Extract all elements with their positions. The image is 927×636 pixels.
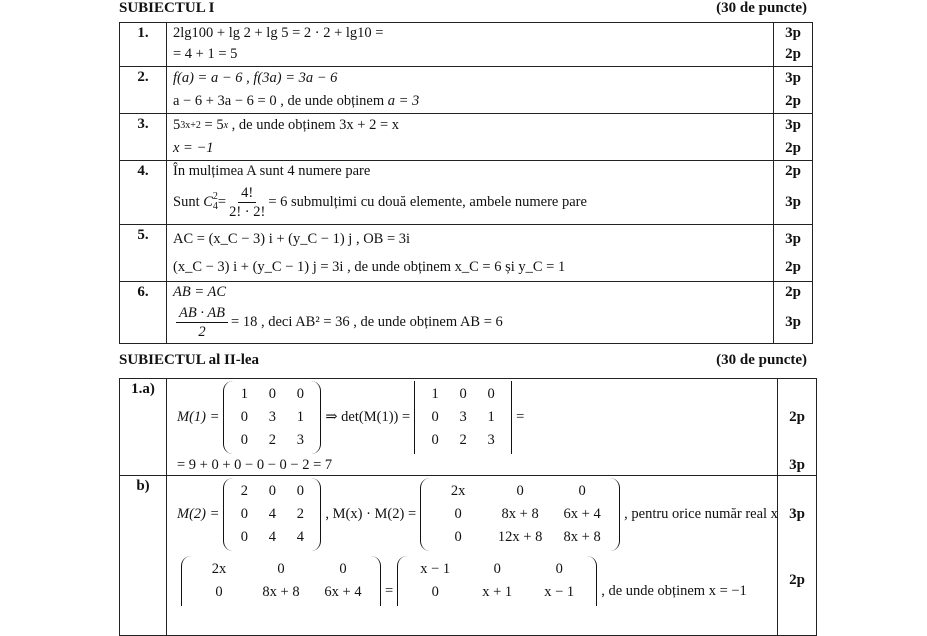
solution-line: = 4 + 1 = 5 bbox=[173, 46, 238, 62]
table-row bbox=[120, 114, 813, 161]
solution-line bbox=[173, 302, 773, 342]
denominator: 2! · 2! bbox=[229, 203, 266, 220]
formula: = bbox=[516, 408, 525, 425]
solution-line: 2x 0 0 0 8x + 8 6x + 4 = x − 1 0 0 0 x + 1 x − 1 , de unde obținem x = −1 bbox=[177, 552, 777, 626]
points-badge: 3p bbox=[785, 117, 801, 133]
points-badge: 2p bbox=[785, 140, 801, 156]
solution-line: = 9 + 0 + 0 − 0 − 0 − 2 = 7 bbox=[177, 456, 333, 473]
points-badge: 3p bbox=[785, 230, 801, 247]
matrix: 2x 0 0 0 8x + 8 6x + 4 bbox=[181, 556, 381, 606]
points-badge: 2p bbox=[785, 283, 801, 300]
formula: = 18 , deci AB² = 36 , de unde obținem AB = 6 bbox=[231, 313, 503, 330]
section-1-header bbox=[119, 0, 807, 20]
formula: M(1) = bbox=[177, 408, 220, 425]
points-badge: 3p bbox=[785, 70, 801, 86]
matrix: 2 0 0 0 4 2 0 4 4 bbox=[223, 478, 321, 551]
solution-line: (x_C − 3) i + (y_C − 1) j = 3i , de unde obținem x_C = 6 și y_C = 1 bbox=[173, 258, 566, 275]
solution-line bbox=[177, 379, 777, 455]
points-badge: 2p bbox=[789, 408, 805, 425]
solution-line: 2lg100 + lg 2 + lg 5 = 2 · 2 + lg10 = bbox=[173, 25, 384, 41]
solution-line bbox=[173, 67, 773, 90]
formula: a − 6 + 3a − 6 = 0 , de unde obținem bbox=[173, 93, 385, 109]
formula: , de unde obținem x = −1 bbox=[601, 582, 747, 599]
solution-line bbox=[173, 137, 773, 160]
combination-symbol: C bbox=[203, 193, 213, 210]
fraction bbox=[176, 304, 228, 341]
determinant: 1 0 0 0 3 1 0 2 3 bbox=[414, 381, 512, 454]
formula: ⇒ det(M(1)) = bbox=[325, 408, 411, 425]
exponent: x bbox=[223, 120, 229, 131]
item-number: b) bbox=[120, 476, 167, 636]
matrix: 1 0 0 0 3 1 0 2 3 bbox=[223, 381, 321, 454]
points-badge: 2p bbox=[789, 571, 805, 588]
points-badge: 3p bbox=[785, 193, 801, 210]
solution-line bbox=[173, 181, 773, 223]
formula: , M(x) · M(2) = bbox=[325, 505, 417, 522]
exponent: 3x+2 bbox=[180, 120, 201, 131]
formula: , de unde obținem 3x + 2 = x bbox=[231, 117, 400, 133]
formula: 5 bbox=[173, 117, 181, 133]
table-row bbox=[120, 225, 813, 282]
numerator: 4! bbox=[238, 184, 256, 203]
item-number: 4. bbox=[120, 161, 167, 225]
item-number: 3. bbox=[120, 114, 167, 161]
section-2-header bbox=[119, 352, 807, 372]
table-row bbox=[120, 282, 813, 344]
solution-line bbox=[173, 114, 773, 137]
section-2-title: SUBIECTUL al II-lea bbox=[119, 352, 260, 368]
points-badge: 2p bbox=[785, 258, 801, 275]
section-2-points: (30 de puncte) bbox=[716, 352, 807, 368]
formula: = 5 bbox=[204, 117, 224, 133]
matrix: x − 1 0 0 0 x + 1 x − 1 bbox=[397, 556, 597, 606]
table-row bbox=[120, 476, 817, 636]
sub: 4 bbox=[212, 201, 218, 212]
solution-line: În mulțimea A sunt 4 numere pare bbox=[173, 162, 371, 179]
section-1-title: SUBIECTUL I bbox=[119, 0, 215, 16]
item-number: 5. bbox=[120, 225, 167, 282]
section-2-table bbox=[119, 378, 817, 636]
formula: = bbox=[217, 193, 227, 210]
denominator: 2 bbox=[198, 323, 206, 340]
item-number: 6. bbox=[120, 282, 167, 344]
item-number: 1.a) bbox=[120, 379, 167, 476]
table-row bbox=[120, 67, 813, 114]
formula: = 6 submulțimi cu două elemente, ambele numere pare bbox=[268, 193, 587, 210]
matrix: 2x 0 0 0 8x + 8 6x + 4 0 12x + 8 8x + 8 bbox=[420, 478, 620, 551]
table-row bbox=[120, 379, 817, 476]
points-badge: 3p bbox=[785, 25, 801, 41]
item-number: 1. bbox=[120, 23, 167, 67]
table-row bbox=[120, 161, 813, 225]
formula: M(2) = bbox=[177, 505, 220, 522]
solution-line: AC = (x_C − 3) i + (y_C − 1) j , OB = 3i bbox=[173, 230, 411, 247]
fraction bbox=[229, 184, 265, 221]
formula: f(3a) = 3a − 6 bbox=[253, 70, 338, 86]
points-badge: 3p bbox=[789, 456, 805, 473]
points-badge: 2p bbox=[785, 46, 801, 62]
formula: Sunt bbox=[173, 193, 200, 210]
solution-line bbox=[177, 476, 777, 552]
item-number: 2. bbox=[120, 67, 167, 114]
section-1-table bbox=[119, 22, 813, 344]
solution-line bbox=[173, 282, 773, 302]
table-row bbox=[120, 23, 813, 67]
points-badge: 3p bbox=[789, 505, 805, 522]
numerator: AB · AB bbox=[176, 304, 228, 323]
formula: , pentru orice număr real x bbox=[624, 505, 778, 522]
formula: AB = AC bbox=[173, 283, 227, 300]
sup: 2 bbox=[212, 191, 218, 202]
formula: x = −1 bbox=[173, 140, 214, 156]
section-1-points: (30 de puncte) bbox=[716, 0, 807, 16]
points-badge: 3p bbox=[785, 313, 801, 330]
formula: a = 3 bbox=[387, 93, 420, 109]
points-badge: 2p bbox=[785, 93, 801, 109]
solution-line bbox=[173, 90, 773, 113]
formula: f(a) = a − 6 , bbox=[173, 70, 250, 86]
points-badge: 2p bbox=[785, 162, 801, 179]
